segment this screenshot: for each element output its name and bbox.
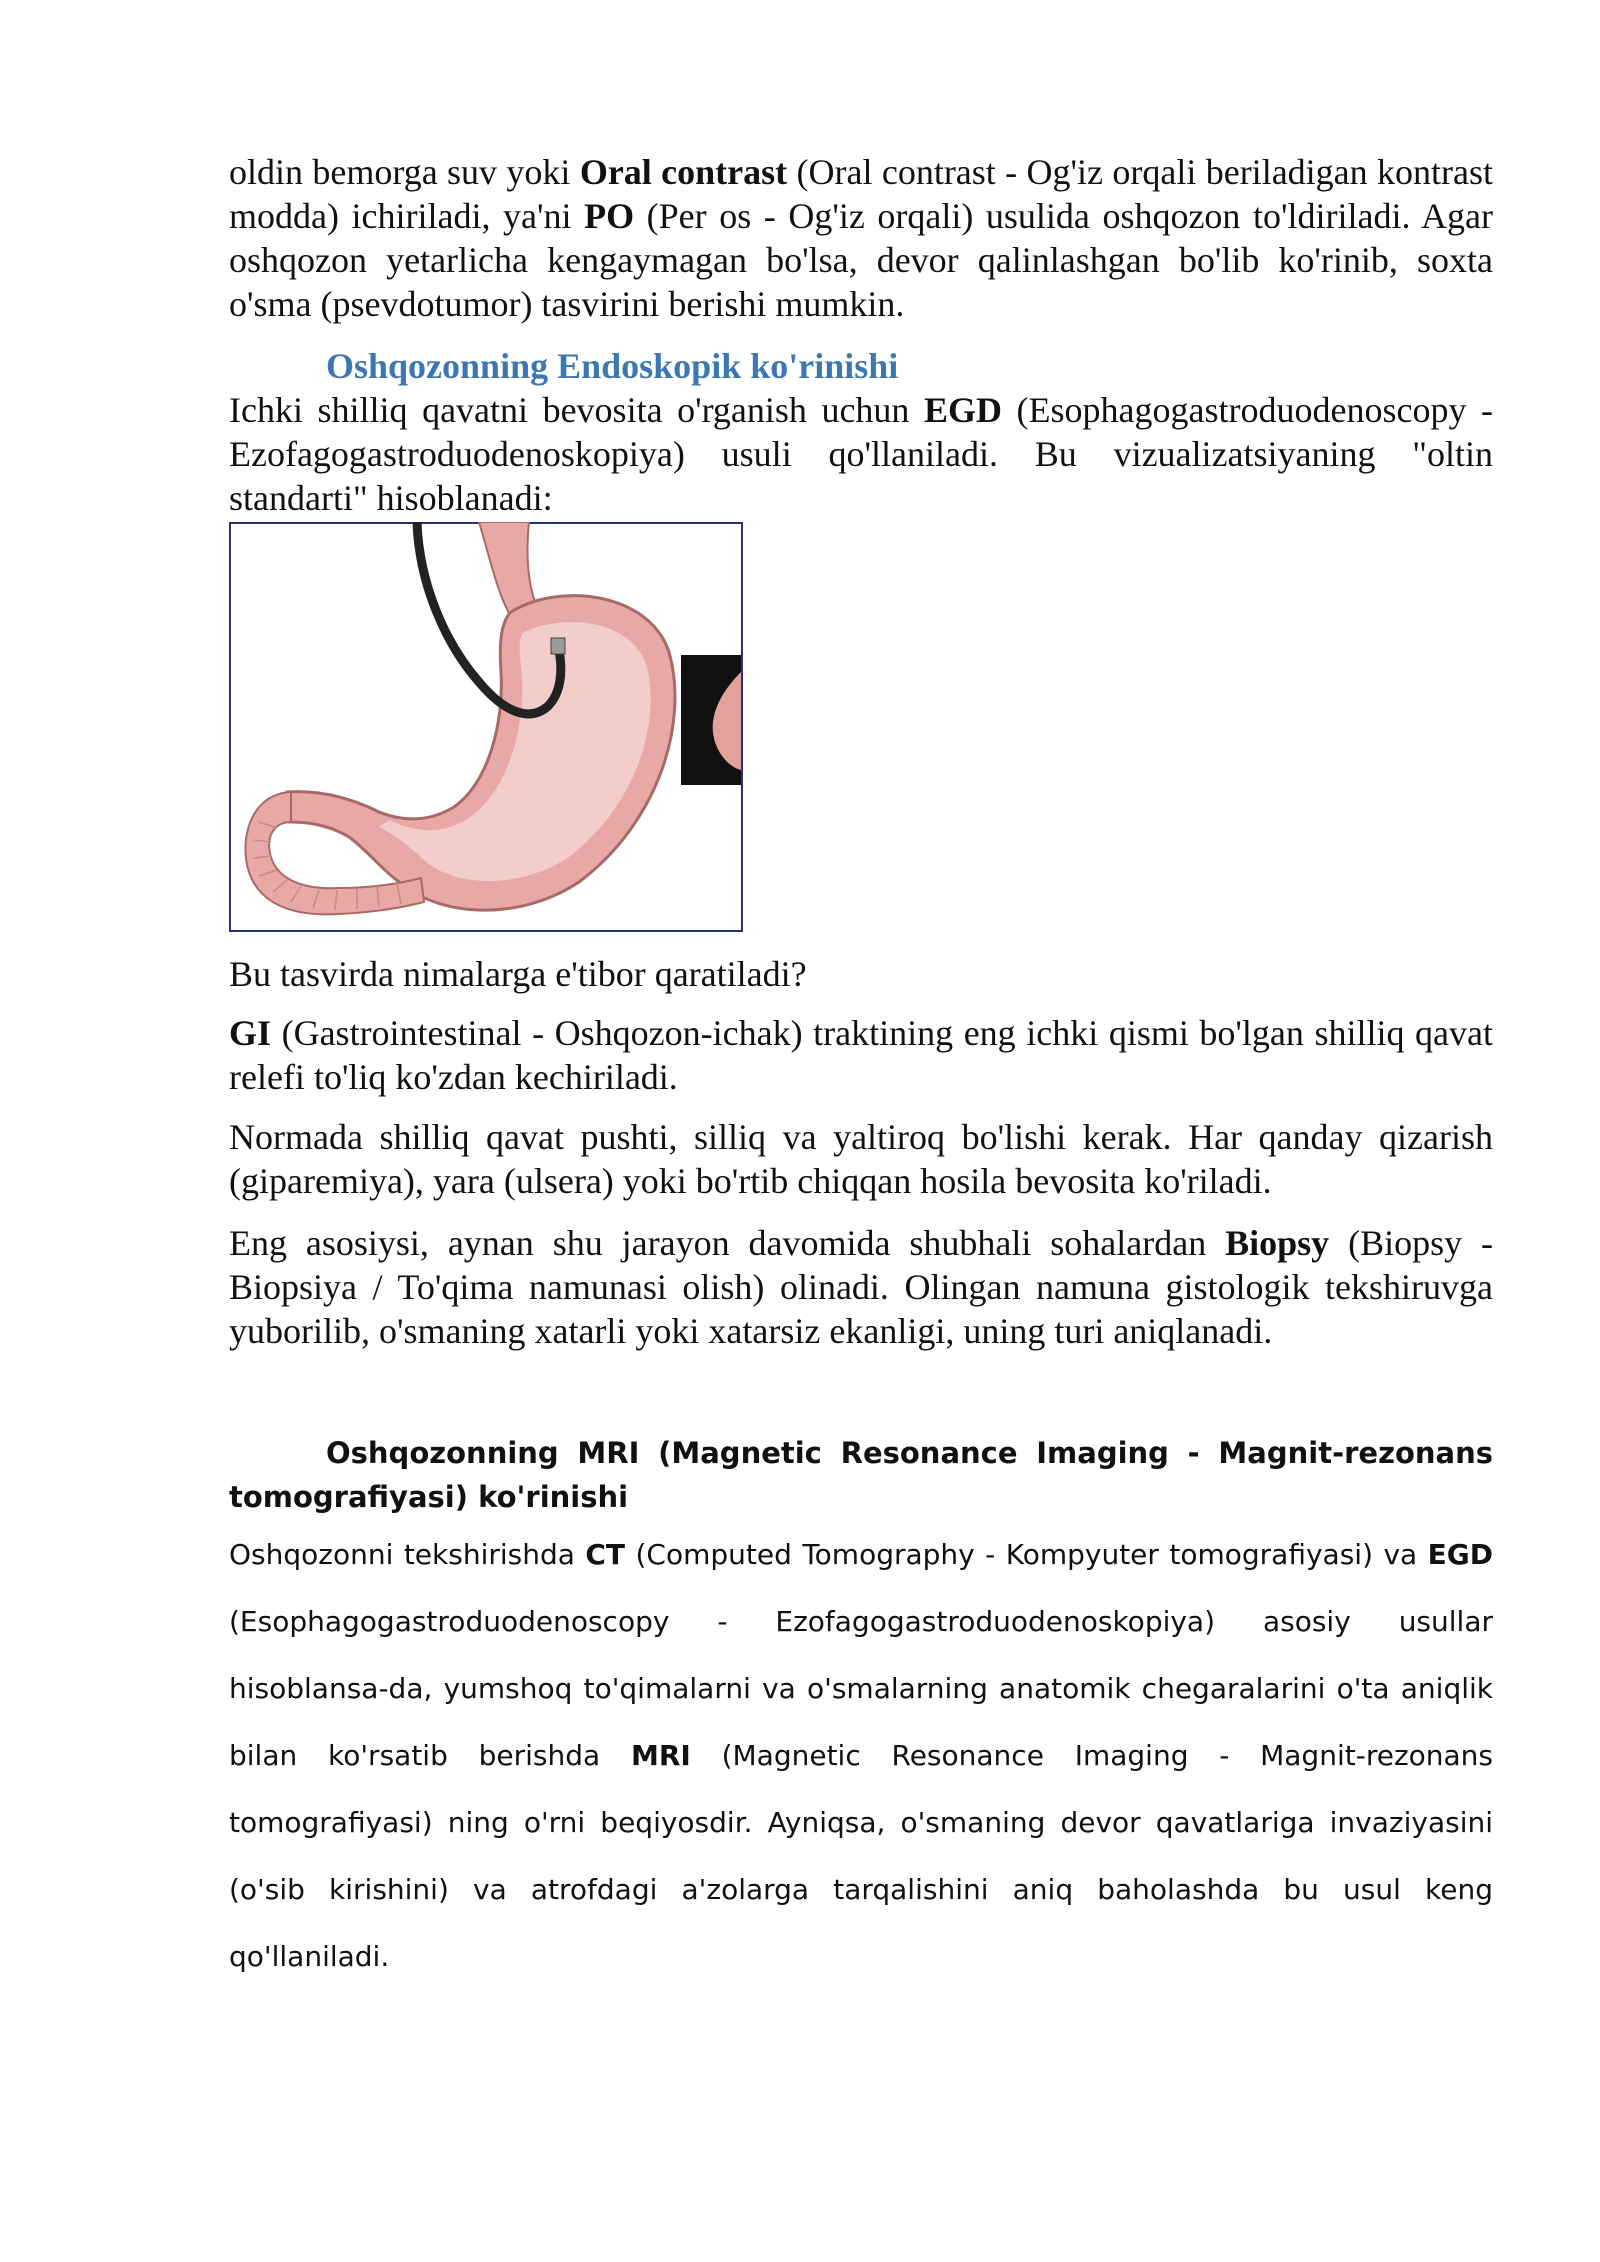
text-run: (Per os - Og'iz orqali) usulida oshqozon to'ldiriladi. Agar oshqozon yetarlicha kengaymagan bo'lsa, devor qalinlashgan bo'lib ko'rinib, soxta o'sma (psevdotumor) tasvirini berishi mumkin. <box>229 196 1494 324</box>
term-egd: EGD <box>923 390 1002 430</box>
text-run: Eng asosiysi, aynan shu jarayon davomida shubhali sohalardan <box>229 1223 1226 1263</box>
term-gi: GI <box>229 1013 272 1053</box>
paragraph-normal-mucosa: Normada shilliq qavat pushti, silliq va yaltiroq bo'lishi kerak. Har qanday qizarish (giparemiya), yara (ulsera) yoki bo'rtib chiqqan hosila bevosita ko'riladi. <box>229 1117 1493 1201</box>
paragraph-oral-contrast <box>229 150 1493 326</box>
term-biopsy: Biopsy <box>1225 1223 1330 1263</box>
text-run: Ichki shilliq qavatni bevosita o'rganish uchun <box>229 390 924 430</box>
text-run: (Computed Tomography - Kompyuter tomografiyasi) va <box>625 1538 1428 1571</box>
text-run: (Magnetic Resonance Imaging - Magnit-rezonans tomografiyasi) ning o'rni beqiyosdir. Ayniqsa, o'smaning devor qavatlariga invaziyasini (o'sib kirishini) va atrofdagi a'zolarga tarqalishini aniq baholashda bu usul keng qo'llaniladi. <box>229 1739 1494 1973</box>
term-oral-contrast: Oral contrast <box>579 152 788 192</box>
section-heading-mri <box>229 1431 1493 1519</box>
text-run: (Gastrointestinal - Oshqozon-ichak) traktining eng ichki qismi bo'lgan shilliq qavat relefi to'liq ko'zdan kechiriladi. <box>229 1013 1493 1097</box>
text-run: (Biopsy - Biopsiya / To'qima namunasi olish) olinadi. Olingan namuna gistologik tekshiruvga yuborilib, o'smaning xatarli yoki xatarsiz ekanligi, uning turi aniqlanadi. <box>229 1223 1493 1351</box>
text-run: (Esophagogastroduodenoscopy - Ezofagogastroduodenoskopiya) usuli qo'llaniladi. Bu vizualizatsiyaning "oltin standarti" hisoblanadi: <box>229 390 1493 518</box>
question-text: Bu tasvirda nimalarga e'tibor qaratiladi? <box>229 954 807 994</box>
text-run: (Esophagogastroduodenoscopy - Ezofagogastroduodenoskopiya) asosiy usullar hisoblansa-da, yumshoq to'qimalarni va o'smalarning anatomik chegaralarini o'ta aniqlik bilan ko'rsatib berishda <box>229 1605 1493 1772</box>
heading-text: Oshqozonning MRI (Magnetic Resonance Imaging - Magnit-rezonans tomografiyasi) ko'rinishi <box>229 1436 1493 1514</box>
paragraph-biopsy <box>229 1221 1493 1353</box>
paragraph-gi <box>229 1011 1493 1099</box>
text-run: (Oral contrast - Og'iz orqali beriladigan kontrast modda) ichiriladi, ya'ni <box>229 152 1494 236</box>
endoscope-tip <box>551 638 565 654</box>
text-run: Oshqozonni tekshirishda <box>229 1538 586 1571</box>
term-po: PO <box>584 196 635 236</box>
term-mri: MRI <box>630 1739 691 1772</box>
section-heading-endoscopic: Oshqozonning Endoskopik ko'rinishi <box>326 346 899 386</box>
term-egd: EGD <box>1427 1538 1493 1571</box>
paragraph-egd <box>229 388 1493 520</box>
text-run: oldin bemorga suv yoki <box>229 152 580 192</box>
paragraph-mri <box>229 1521 1493 1990</box>
term-ct: CT <box>585 1538 626 1571</box>
stomach-endoscope-illustration <box>229 522 743 932</box>
